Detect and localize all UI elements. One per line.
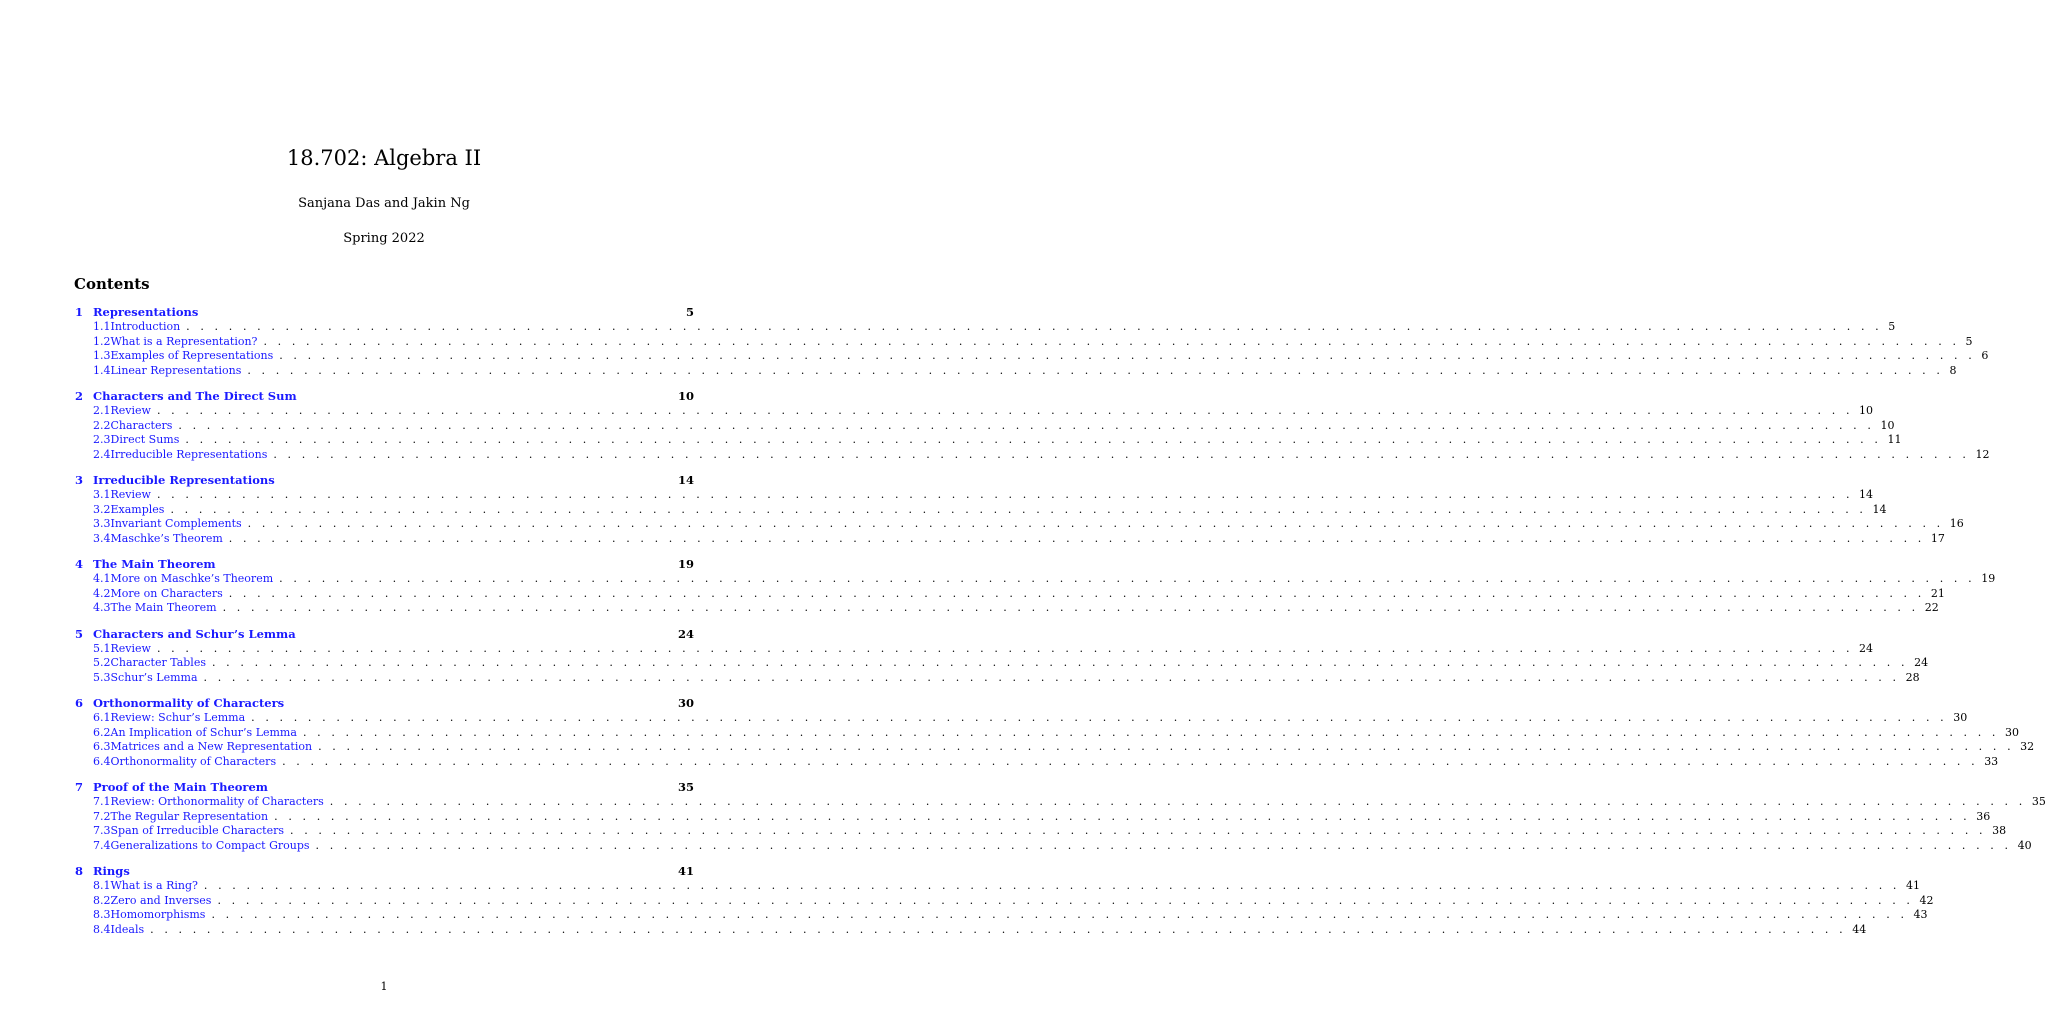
toc-subsection-number: 3.3 (93, 517, 111, 531)
toc-section-3[interactable] (75, 473, 694, 488)
toc-subsection-6.2[interactable] (75, 725, 2020, 741)
toc-section-number: 6 (75, 696, 84, 711)
toc-section-page: 24 (677, 626, 694, 641)
toc-subsection-number: 1.4 (93, 363, 111, 377)
toc-section-link[interactable]: Representations (93, 305, 199, 319)
toc-subsection-7.4[interactable] (75, 838, 2032, 854)
toc-subsection-link[interactable]: Direct Sums (110, 433, 180, 447)
toc-subsection-number: 6.2 (93, 725, 111, 739)
toc-section-link[interactable]: Orthonormality of Characters (93, 696, 285, 711)
document-date: Spring 2022 (343, 231, 425, 246)
toc-subsection-number: 1.2 (93, 334, 111, 348)
toc-section-number: 8 (75, 864, 84, 879)
toc-subsection-number: 7.4 (93, 838, 111, 852)
toc-section-page: 35 (677, 780, 694, 795)
toc-subsection-page: 14 (1872, 502, 1887, 516)
toc-dot-leader: . . . . . . . . . . . . . . . . . . . . . . . . . . . . . . . . . . . . . . . . . . . . . . . . . . . . . . . . . . . . . . . . . . . . . . . . . . . . . . . . . . . . . . . . . . . . . . . . . . . . . . . . . . . . . . . . . . . . . . . . (279, 349, 1976, 363)
toc-subsection-6.1[interactable] (75, 711, 1968, 726)
toc-subsection-page: 11 (1887, 433, 1902, 447)
toc-subsection-page: 40 (2017, 838, 2032, 852)
toc-section-link[interactable]: Rings (93, 864, 130, 879)
toc-subsection-5.1[interactable] (75, 641, 1874, 657)
toc-subsection-number: 7.1 (93, 795, 111, 809)
toc-subsection-page: 8 (1949, 363, 1957, 377)
toc-subsection-5.2[interactable] (75, 656, 1929, 671)
toc-subsection-number: 6.1 (93, 711, 111, 725)
toc-subsection-page: 14 (1859, 488, 1874, 502)
toc-dot-leader: . . . . . . . . . . . . . . . . . . . . . . . . . . . . . . . . . . . . . . . . . . . . . . . . . . . . . . . . . . . . . . . . . . . . . . . . . . . . . . . . . . . . . . . . . . . . . . . . . . . . . . . . . . . . . . . . . . . . . . . . (186, 320, 1883, 333)
toc-dot-leader: . . . . . . . . . . . . . . . . . . . . . . . . . . . . . . . . . . . . . . . . . . . . . . . . . . . . . . . . . . . . . . . . . . . . . . . . . . . . . . . . . . . . . . . . . . . . . . . . . . . . . . . . . . . . . . . . . . . . . . . . (318, 740, 2015, 754)
toc-subsection-1.1[interactable] (75, 320, 1896, 335)
toc-subsection-page: 28 (1905, 670, 1920, 684)
toc-subsection-page: 10 (1880, 418, 1895, 432)
toc-section-page: 14 (677, 473, 694, 488)
toc-subsection-5.3[interactable] (75, 670, 1920, 686)
toc-subsection-link[interactable]: Introduction (110, 320, 181, 333)
toc-section-number: 3 (75, 473, 84, 488)
toc-dot-leader: . . . . . . . . . . . . . . . . . . . . . . . . . . . . . . . . . . . . . . . . . . . . . . . . . . . . . . . . . . . . . . . . . . . . . . . . . . . . . . . . . . . . . . . . . . . . . . . . . . . . . . . . . . . . . . . . . . . . . . . . (315, 838, 2012, 852)
toc-dot-leader: . . . . . . . . . . . . . . . . . . . . . . . . . . . . . . . . . . . . . . . . . . . . . . . . . . . . . . . . . . . . . . . . . . . . . . . . . . . . . . . . . . . . . . . . . . . . . . . . . . . . . . . . . . . . . . . . . . . . . . . . (156, 404, 1854, 418)
toc-section-1[interactable] (75, 305, 694, 320)
toc-section-link[interactable]: Irreducible Representations (93, 473, 275, 488)
toc-subsection-number: 8.2 (93, 893, 111, 907)
toc-subsection-link[interactable]: Review: Orthonormality of Characters (110, 795, 324, 809)
toc-dot-leader: . . . . . . . . . . . . . . . . . . . . . . . . . . . . . . . . . . . . . . . . . . . . . . . . . . . . . . . . . . . . . . . . . . . . . . . . . . . . . . . . . . . . . . . . . . . . . . . . . . . . . . . . . . . . . . . . . . . . . . . . (329, 795, 2026, 809)
toc-subsection-page: 30 (2005, 725, 2020, 739)
toc-subsection-4.1[interactable] (75, 572, 1996, 587)
toc-subsection-number: 1.1 (93, 320, 111, 333)
toc-subsection-page: 10 (1859, 404, 1874, 418)
toc-section-number: 4 (75, 557, 84, 572)
toc-dot-leader: . . . . . . . . . . . . . . . . . . . . . . . . . . . . . . . . . . . . . . . . . . . . . . . . . . . . . . . . . . . . . . . . . . . . . . . . . . . . . . . . . . . . . . . . . . . . . . . . . . . . . . . . . . . . . . . . . . . . . . . . (290, 824, 1987, 838)
toc-subsection-page: 17 (1930, 531, 1945, 545)
toc-subsection-link[interactable]: Invariant Complements (110, 517, 242, 531)
toc-subsection-number: 3.2 (93, 502, 111, 516)
toc-subsection-page: 12 (1975, 447, 1990, 461)
toc-subsection-page: 5 (1965, 334, 1973, 348)
toc-dot-leader: . . . . . . . . . . . . . . . . . . . . . . . . . . . . . . . . . . . . . . . . . . . . . . . . . . . . . . . . . . . . . . . . . . . . . . . . . . . . . . . . . . . . . . . . . . . . . . . . . . . . . . . . . . . . . . . . . . . . . . . . (178, 418, 1875, 432)
toc-section-8[interactable] (75, 864, 694, 879)
toc-dot-leader: . . . . . . . . . . . . . . . . . . . . . . . . . . . . . . . . . . . . . . . . . . . . . . . . . . . . . . . . . . . . . . . . . . . . . . . . . . . . . . . . . . . . . . . . . . . . . . . . . . . . . . . . . . . . . . . . . . . . . . . . (203, 879, 1900, 893)
toc-subsection-page: 43 (1913, 908, 1928, 922)
toc-section-4[interactable] (75, 557, 694, 572)
toc-subsection-3.1[interactable] (75, 488, 1874, 503)
toc-subsection-number: 6.4 (93, 754, 111, 768)
toc-section-6[interactable] (75, 696, 694, 711)
toc-subsection-number: 5.3 (93, 670, 111, 684)
toc-dot-leader: . . . . . . . . . . . . . . . . . . . . . . . . . . . . . . . . . . . . . . . . . . . . . . . . . . . . . . . . . . . . . . . . . . . . . . . . . . . . . . . . . . . . . . . . . . . . . . . . . . . . . . . . . . . . . . . . . . . . . . . . (211, 908, 1908, 922)
toc-subsection-page: 5 (1888, 320, 1896, 333)
toc-subsection-link[interactable]: Span of Irreducible Characters (110, 824, 285, 838)
toc-subsection-number: 8.1 (93, 879, 111, 893)
toc-subsection-page: 6 (1981, 349, 1989, 363)
toc-subsection-page: 24 (1914, 656, 1929, 670)
toc-section-5[interactable] (75, 627, 694, 642)
toc-dot-leader: . . . . . . . . . . . . . . . . . . . . . . . . . . . . . . . . . . . . . . . . . . . . . . . . . . . . . . . . . . . . . . . . . . . . . . . . . . . . . . . . . . . . . . . . . . . . . . . . . . . . . . . . . . . . . . . . . . . . . . . . (217, 893, 1914, 907)
toc-subsection-2.4[interactable] (75, 447, 1990, 463)
toc-dot-leader: . . . . . . . . . . . . . . . . . . . . . . . . . . . . . . . . . . . . . . . . . . . . . . . . . . . . . . . . . . . . . . . . . . . . . . . . . . . . . . . . . . . . . . . . . . . . . . . . . . . . . . . . . . . . . . . . . . . . . . . . (211, 656, 1909, 670)
toc-section-page: 41 (677, 864, 694, 879)
toc-subsection-7.3[interactable] (75, 824, 2007, 839)
toc-dot-leader: . . . . . . . . . . . . . . . . . . . . . . . . . . . . . . . . . . . . . . . . . . . . . . . . . . . . . . . . . . . . . . . . . . . . . . . . . . . . . . . . . . . . . . . . . . . . . . . . . . . . . . . . . . . . . . . . . . . . . . . . (170, 502, 1867, 516)
toc-subsection-number: 2.2 (93, 418, 111, 432)
toc-subsection-link[interactable]: The Regular Representation (110, 809, 269, 823)
toc-subsection-page: 21 (1930, 586, 1945, 600)
toc-subsection-link[interactable]: What is a Ring? (110, 879, 198, 893)
toc-subsection-4.3[interactable] (75, 601, 1939, 616)
toc-subsection-link[interactable]: An Implication of Schur’s Lemma (110, 725, 297, 739)
toc-subsection-8.4[interactable] (75, 923, 1867, 938)
toc-subsection-link[interactable]: Schur’s Lemma (110, 670, 198, 684)
toc-subsection-link[interactable]: Maschke’s Theorem (110, 531, 223, 545)
toc-section-7[interactable] (75, 780, 694, 795)
toc-section-page: 5 (685, 305, 694, 319)
toc-dot-leader: . . . . . . . . . . . . . . . . . . . . . . . . . . . . . . . . . . . . . . . . . . . . . . . . . . . . . . . . . . . . . . . . . . . . . . . . . . . . . . . . . . . . . . . . . . . . . . . . . . . . . . . . . . . . . . . . . . . . . . . . (222, 601, 1919, 615)
toc-subsection-8.1[interactable] (75, 879, 1920, 894)
toc-dot-leader: . . . . . . . . . . . . . . . . . . . . . . . . . . . . . . . . . . . . . . . . . . . . . . . . . . . . . . . . . . . . . . . . . . . . . . . . . . . . . . . . . . . . . . . . . . . . . . . . . . . . . . . . . . . . . . . . . . . . . . . . (302, 725, 2000, 739)
toc-section-page: 10 (677, 389, 694, 404)
toc-subsection-2.1[interactable] (75, 404, 1874, 419)
toc-dot-leader: . . . . . . . . . . . . . . . . . . . . . . . . . . . . . . . . . . . . . . . . . . . . . . . . . . . . . . . . . . . . . . . . . . . . . . . . . . . . . . . . . . . . . . . . . . . . . . . . . . . . . . . . . . . . . . . . . . . . . . . . (282, 754, 1979, 768)
toc-subsection-link[interactable]: More on Maschke’s Theorem (110, 572, 274, 586)
toc-section-page: 30 (677, 696, 694, 711)
toc-subsection-link[interactable]: Characters (110, 418, 173, 432)
toc-dot-leader: . . . . . . . . . . . . . . . . . . . . . . . . . . . . . . . . . . . . . . . . . . . . . . . . . . . . . . . . . . . . . . . . . . . . . . . . . . . . . . . . . . . . . . . . . . . . . . . . . . . . . . . . . . . . . . . . . . . . . . . . (279, 572, 1976, 586)
toc-subsection-link[interactable]: Matrices and a New Representation (110, 740, 313, 754)
toc-dot-leader: . . . . . . . . . . . . . . . . . . . . . . . . . . . . . . . . . . . . . . . . . . . . . . . . . . . . . . . . . . . . . . . . . . . . . . . . . . . . . . . . . . . . . . . . . . . . . . . . . . . . . . . . . . . . . . . . . . . . . . . . (156, 488, 1854, 502)
toc-subsection-link[interactable]: Review (110, 641, 151, 655)
document-authors: Sanjana Das and Jakin Ng (298, 196, 470, 211)
toc-subsection-1.2[interactable] (75, 334, 1973, 350)
toc-subsection-number: 4.2 (93, 586, 111, 600)
toc-subsection-link[interactable]: The Main Theorem (110, 601, 217, 615)
toc-dot-leader: . . . . . . . . . . . . . . . . . . . . . . . . . . . . . . . . . . . . . . . . . . . . . . . . . . . . . . . . . . . . . . . . . . . . . . . . . . . . . . . . . . . . . . . . . . . . . . . . . . . . . . . . . . . . . . . . . . . . . . . . (247, 363, 1944, 377)
toc-subsection-page: 42 (1919, 893, 1934, 907)
table-of-contents (75, 305, 2046, 938)
toc-dot-leader: . . . . . . . . . . . . . . . . . . . . . . . . . . . . . . . . . . . . . . . . . . . . . . . . . . . . . . . . . . . . . . . . . . . . . . . . . . . . . . . . . . . . . . . . . . . . . . . . . . . . . . . . . . . . . . . . . . . . . . . . (274, 809, 1971, 823)
toc-subsection-link[interactable]: Irreducible Representations (110, 447, 268, 461)
toc-dot-leader: . . . . . . . . . . . . . . . . . . . . . . . . . . . . . . . . . . . . . . . . . . . . . . . . . . . . . . . . . . . . . . . . . . . . . . . . . . . . . . . . . . . . . . . . . . . . . . . . . . . . . . . . . . . . . . . . . . . . . . . . (273, 447, 1970, 461)
toc-subsection-link[interactable]: What is a Representation? (110, 334, 258, 348)
toc-section-number: 5 (75, 626, 84, 641)
toc-subsection-page: 22 (1924, 601, 1939, 615)
page-number: 1 (380, 980, 388, 993)
toc-dot-leader: . . . . . . . . . . . . . . . . . . . . . . . . . . . . . . . . . . . . . . . . . . . . . . . . . . . . . . . . . . . . . . . . . . . . . . . . . . . . . . . . . . . . . . . . . . . . . . . . . . . . . . . . . . . . . . . . . . . . . . . . (247, 517, 1944, 531)
toc-subsection-3.3[interactable] (75, 517, 1964, 532)
toc-section-link[interactable]: Characters and The Direct Sum (93, 389, 297, 404)
toc-dot-leader: . . . . . . . . . . . . . . . . . . . . . . . . . . . . . . . . . . . . . . . . . . . . . . . . . . . . . . . . . . . . . . . . . . . . . . . . . . . . . . . . . . . . . . . . . . . . . . . . . . . . . . . . . . . . . . . . . . . . . . . . (203, 670, 1900, 684)
toc-subsection-link[interactable]: Review: Schur’s Lemma (110, 711, 246, 725)
toc-subsection-number: 2.1 (93, 404, 111, 418)
toc-section-number: 2 (75, 389, 84, 404)
toc-subsection-number: 4.3 (93, 601, 111, 615)
toc-subsection-number: 8.3 (93, 908, 111, 922)
toc-dot-leader: . . . . . . . . . . . . . . . . . . . . . . . . . . . . . . . . . . . . . . . . . . . . . . . . . . . . . . . . . . . . . . . . . . . . . . . . . . . . . . . . . . . . . . . . . . . . . . . . . . . . . . . . . . . . . . . . . . . . . . . . (228, 586, 1925, 600)
toc-subsection-page: 44 (1852, 923, 1867, 937)
toc-subsection-page: 16 (1949, 517, 1964, 531)
toc-subsection-number: 2.3 (93, 433, 111, 447)
toc-subsection-8.2[interactable] (75, 893, 1934, 909)
toc-subsection-number: 3.4 (93, 531, 111, 545)
toc-section-link[interactable]: Proof of the Main Theorem (93, 780, 268, 795)
toc-subsection-number: 5.1 (93, 641, 111, 655)
toc-dot-leader: . . . . . . . . . . . . . . . . . . . . . . . . . . . . . . . . . . . . . . . . . . . . . . . . . . . . . . . . . . . . . . . . . . . . . . . . . . . . . . . . . . . . . . . . . . . . . . . . . . . . . . . . . . . . . . . . . . . . . . . . (185, 433, 1882, 447)
toc-subsection-page: 32 (2020, 740, 2035, 754)
toc-subsection-page: 24 (1859, 641, 1874, 655)
toc-subsection-1.3[interactable] (75, 349, 1989, 364)
toc-subsection-8.3[interactable] (75, 908, 1928, 923)
toc-subsection-6.4[interactable] (75, 754, 1999, 770)
toc-subsection-1.4[interactable] (75, 363, 1957, 379)
toc-subsection-link[interactable]: Orthonormality of Characters (110, 754, 277, 768)
toc-subsection-3.2[interactable] (75, 502, 1887, 518)
toc-subsection-page: 36 (1976, 809, 1991, 823)
toc-subsection-page: 30 (1953, 711, 1968, 725)
toc-subsection-page: 33 (1984, 754, 1999, 768)
toc-subsection-link[interactable]: Review (110, 488, 151, 502)
toc-subsection-link[interactable]: Linear Representations (110, 363, 242, 377)
toc-subsection-number: 4.1 (93, 572, 111, 586)
toc-subsection-2.2[interactable] (75, 418, 1895, 434)
toc-subsection-page: 38 (1992, 824, 2007, 838)
toc-section-link[interactable]: The Main Theorem (93, 557, 216, 572)
toc-subsection-number: 2.4 (93, 447, 111, 461)
toc-subsection-number: 6.3 (93, 740, 111, 754)
toc-subsection-number: 3.1 (93, 488, 111, 502)
toc-dot-leader: . . . . . . . . . . . . . . . . . . . . . . . . . . . . . . . . . . . . . . . . . . . . . . . . . . . . . . . . . . . . . . . . . . . . . . . . . . . . . . . . . . . . . . . . . . . . . . . . . . . . . . . . . . . . . . . . . . . . . . . . (263, 334, 1960, 348)
toc-subsection-number: 1.3 (93, 349, 111, 363)
toc-subsection-3.4[interactable] (75, 531, 1945, 547)
toc-subsection-number: 7.3 (93, 824, 111, 838)
toc-subsection-link[interactable]: Zero and Inverses (110, 893, 212, 907)
toc-dot-leader: . . . . . . . . . . . . . . . . . . . . . . . . . . . . . . . . . . . . . . . . . . . . . . . . . . . . . . . . . . . . . . . . . . . . . . . . . . . . . . . . . . . . . . . . . . . . . . . . . . . . . . . . . . . . . . . . . . . . . . . . (228, 531, 1925, 545)
toc-section-2[interactable] (75, 389, 694, 404)
toc-subsection-number: 5.2 (93, 656, 111, 670)
toc-dot-leader: . . . . . . . . . . . . . . . . . . . . . . . . . . . . . . . . . . . . . . . . . . . . . . . . . . . . . . . . . . . . . . . . . . . . . . . . . . . . . . . . . . . . . . . . . . . . . . . . . . . . . . . . . . . . . . . . . . . . . . . . (150, 923, 1847, 937)
toc-subsection-link[interactable]: More on Characters (110, 586, 223, 600)
toc-subsection-link[interactable]: Examples of Representations (110, 349, 274, 363)
toc-subsection-7.2[interactable] (75, 809, 1991, 825)
toc-subsection-7.1[interactable] (75, 795, 2046, 810)
toc-subsection-link[interactable]: Character Tables (110, 656, 206, 670)
toc-subsection-link[interactable]: Examples (110, 502, 165, 516)
toc-dot-leader: . . . . . . . . . . . . . . . . . . . . . . . . . . . . . . . . . . . . . . . . . . . . . . . . . . . . . . . . . . . . . . . . . . . . . . . . . . . . . . . . . . . . . . . . . . . . . . . . . . . . . . . . . . . . . . . . . . . . . . . . (156, 641, 1854, 655)
toc-subsection-page: 41 (1906, 879, 1920, 893)
toc-section-page: 19 (677, 557, 694, 572)
toc-subsection-6.3[interactable] (75, 740, 2035, 755)
toc-subsection-link[interactable]: Homomorphisms (110, 908, 206, 922)
toc-section-number: 7 (75, 780, 84, 795)
toc-subsection-page: 19 (1981, 572, 1996, 586)
toc-subsection-number: 8.4 (93, 923, 111, 937)
toc-subsection-page: 35 (2031, 795, 2046, 809)
toc-subsection-2.3[interactable] (75, 433, 1902, 448)
toc-subsection-link[interactable]: Generalizations to Compact Groups (110, 838, 310, 852)
toc-dot-leader: . . . . . . . . . . . . . . . . . . . . . . . . . . . . . . . . . . . . . . . . . . . . . . . . . . . . . . . . . . . . . . . . . . . . . . . . . . . . . . . . . . . . . . . . . . . . . . . . . . . . . . . . . . . . . . . . . . . . . . . . (251, 711, 1948, 725)
toc-section-number: 1 (75, 305, 84, 319)
contents-heading: Contents (74, 275, 150, 293)
toc-section-link[interactable]: Characters and Schur’s Lemma (93, 626, 296, 641)
toc-subsection-4.2[interactable] (75, 586, 1945, 602)
toc-subsection-link[interactable]: Review (110, 404, 151, 418)
document-title: 18.702: Algebra II (286, 146, 482, 170)
toc-subsection-link[interactable]: Ideals (110, 923, 145, 937)
toc-subsection-number: 7.2 (93, 809, 111, 823)
